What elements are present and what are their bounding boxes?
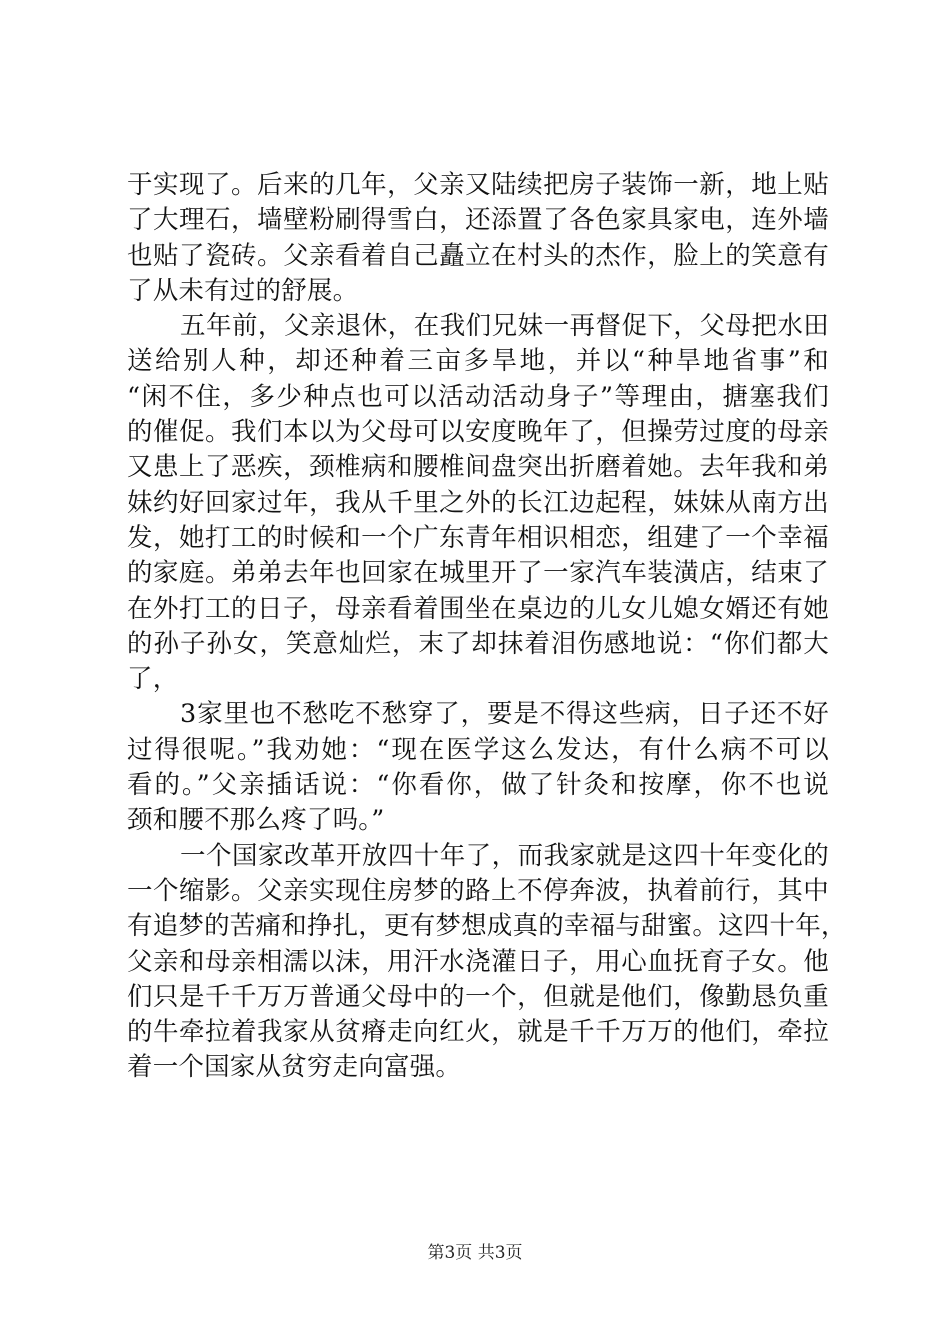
page-total: 共3页 bbox=[477, 1243, 523, 1263]
text-line: “闲不住，多少种点也可以活动活动身子”等理由，搪塞我们 bbox=[127, 381, 829, 412]
text-line: 发，她打工的时候和一个广东青年相识相恋，组建了一个幸福 bbox=[127, 522, 829, 553]
text-line: 过得很呢。”我劝她：“现在医学这么发达，有什么病不可以 bbox=[127, 734, 829, 765]
text-line: 了大理石，墙壁粉刷得雪白，还添置了各色家具家电，连外墙 bbox=[127, 205, 829, 236]
text-line: 五年前，父亲退休，在我们兄妹一再督促下，父母把水田 bbox=[180, 311, 829, 342]
text-line: 的家庭。弟弟去年也回家在城里开了一家汽车装潢店，结束了 bbox=[127, 558, 829, 589]
text-line: 3家里也不愁吃不愁穿了，要是不得这些病，日子还不好 bbox=[180, 699, 829, 730]
page-number: 第3页 bbox=[427, 1243, 473, 1263]
body-text bbox=[127, 168, 847, 1086]
text-line: 在外打工的日子，母亲看着围坐在桌边的儿女儿媳女婿还有她 bbox=[127, 593, 829, 624]
text-line: 送给别人种，却还种着三亩多旱地，并以“种旱地省事”和 bbox=[127, 346, 829, 377]
text-line: 着一个国家从贫穷走向富强。 bbox=[127, 1052, 462, 1083]
text-line: 于实现了。后来的几年，父亲又陆续把房子装饰一新，地上贴 bbox=[127, 170, 829, 200]
text-line: 一个缩影。父亲实现住房梦的路上不停奔波，执着前行，其中 bbox=[127, 875, 829, 906]
text-line: 的牛牵拉着我家从贫瘠走向红火，就是千千万万的他们，牵拉 bbox=[127, 1017, 829, 1048]
text-line: 看的。”父亲插话说：“你看你，做了针灸和按摩，你不也说 bbox=[127, 770, 829, 801]
text-line: 了， bbox=[127, 664, 179, 695]
text-line: 的孙子孙女，笑意灿烂，末了却抹着泪伤感地说：“你们都大 bbox=[127, 628, 829, 659]
text-line: 了从未有过的舒展。 bbox=[127, 275, 359, 306]
text-line: 的催促。我们本以为父母可以安度晚年了，但操劳过度的母亲 bbox=[127, 417, 829, 448]
text-line: 也贴了瓷砖。父亲看着自己矗立在村头的杰作，脸上的笑意有 bbox=[127, 240, 829, 271]
text-line: 们只是千千万万普通父母中的一个，但就是他们，像勤恳负重 bbox=[127, 981, 829, 1012]
text-line: 又患上了恶疾，颈椎病和腰椎间盘突出折磨着她。去年我和弟 bbox=[127, 452, 829, 483]
text-line: 颈和腰不那么疼了吗。” bbox=[127, 805, 385, 836]
text-line: 妹约好回家过年，我从千里之外的长江边起程，妹妹从南方出 bbox=[127, 487, 829, 518]
page-footer bbox=[0, 1242, 950, 1264]
text-line: 有追梦的苦痛和挣扎，更有梦想成真的幸福与甜蜜。这四十年， bbox=[127, 911, 847, 942]
text-line: 父亲和母亲相濡以沫，用汗水浇灌日子，用心血抚育子女。他 bbox=[127, 946, 829, 977]
text-line: 一个国家改革开放四十年了，而我家就是这四十年变化的 bbox=[180, 840, 829, 871]
